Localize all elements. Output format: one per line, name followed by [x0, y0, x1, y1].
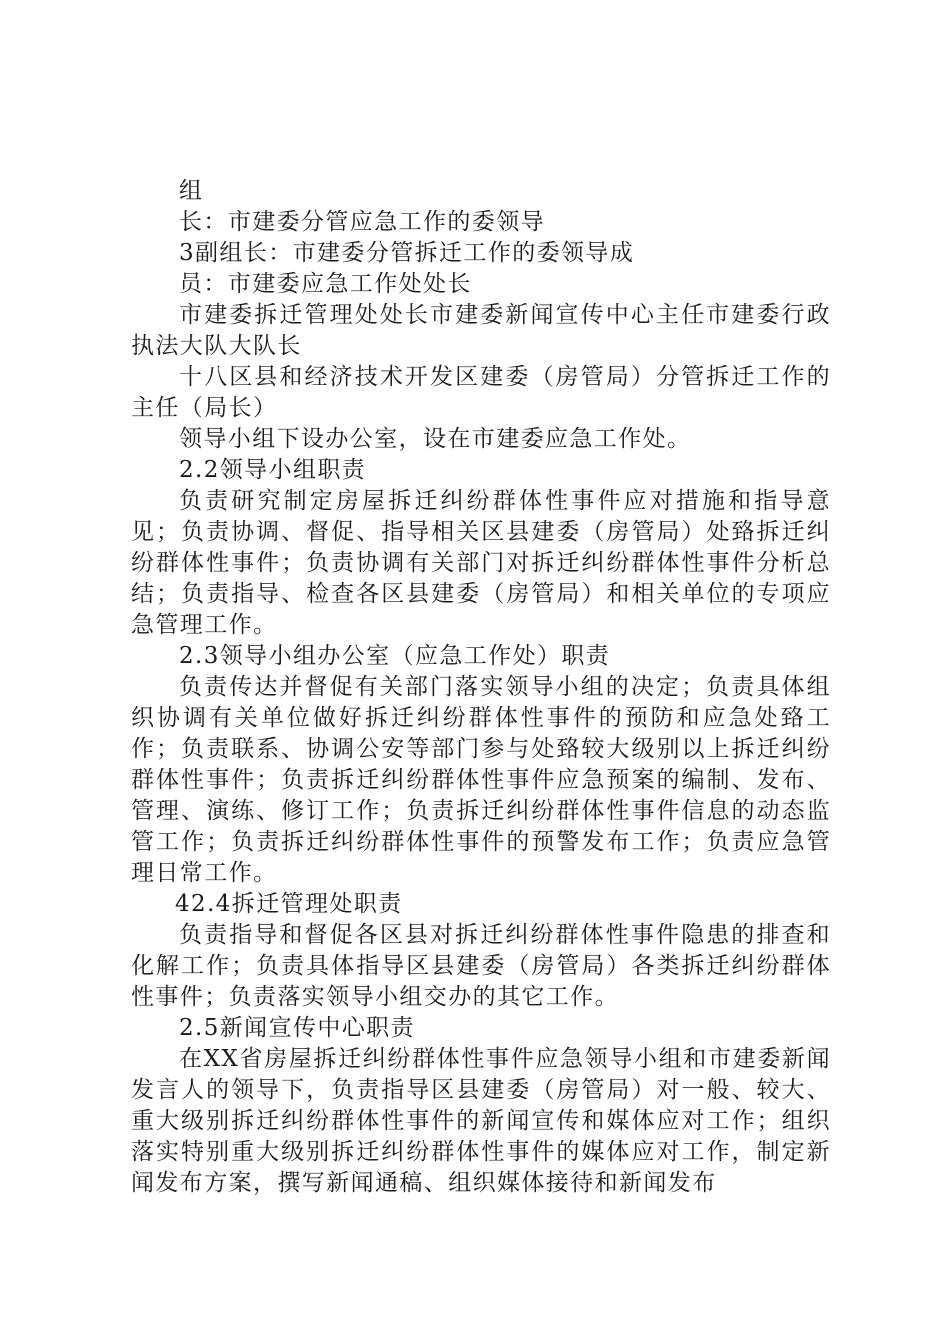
- heading-2-4: 42.4拆迁管理处职责: [175, 891, 403, 917]
- paragraph-member-list: 市建委拆迁管理处处长市建委新闻宣传中心主任市建委行政执法大队大队长: [131, 302, 831, 359]
- paragraph-leader: 长：市建委分管应急工作的委领导: [179, 209, 545, 235]
- paragraph-group-label: 组: [179, 178, 204, 204]
- paragraph-2-4-body: 负责指导和督促各区县对拆迁纠纷群体性事件隐患的排查和化解工作；负责具体指导区县建委（房管局）各类拆迁纠纷群体性事件；负责落实领导小组交办的其它工作。: [131, 922, 831, 1010]
- paragraph-deputy-leader: 3副组长：市建委分管拆迁工作的委领导成: [179, 240, 635, 266]
- paragraph-office: 领导小组下设办公室，设在市建委应急工作处。: [179, 426, 692, 452]
- heading-2-3: 2.3领导小组办公室（应急工作处）职责: [179, 643, 611, 669]
- heading-2-5: 2.5新闻宣传中心职责: [179, 1015, 415, 1041]
- heading-2-2: 2.2领导小组职责: [179, 457, 367, 483]
- paragraph-2-3-body: 负责传达并督促有关部门落实领导小组的决定；负责具体组织协调有关单位做好拆迁纠纷群体性事件的预防和应急处臵工作；负责联系、协调公安等部门参与处臵较大级别以上拆迁纠纷群体性事件；负责拆迁纠纷群体性事件应急预案的编制、发布、管理、演练、修订工作；负责拆迁纠纷群体性事件信息的动态监管工作；负责拆迁纠纷群体性事件的预警发布工作；负责应急管理日常工作。: [131, 674, 831, 886]
- paragraph-2-5-body: 在XX省房屋拆迁纠纷群体性事件应急领导小组和市建委新闻发言人的领导下，负责指导区县建委（房管局）对一般、较大、重大级别拆迁纠纷群体性事件的新闻宣传和媒体应对工作；组织落实特别重大级别拆迁纠纷群体性事件的媒体应对工作，制定新闻发布方案，撰写新闻通稿、组织媒体接待和新闻发布: [131, 1046, 831, 1196]
- paragraph-district-members: 十八区县和经济技术开发区建委（房管局）分管拆迁工作的主任（局长）: [131, 364, 831, 421]
- paragraph-2-2-body: 负责研究制定房屋拆迁纠纷群体性事件应对措施和指导意见；负责协调、督促、指导相关区县建委（房管局）处臵拆迁纠纷群体性事件；负责协调有关部门对拆迁纠纷群体性事件分析总结；负责指导、检查各区县建委（房管局）和相关单位的专项应急管理工作。: [131, 488, 831, 638]
- document-body: [131, 176, 831, 1199]
- paragraph-members: 员：市建委应急工作处处长: [179, 271, 472, 297]
